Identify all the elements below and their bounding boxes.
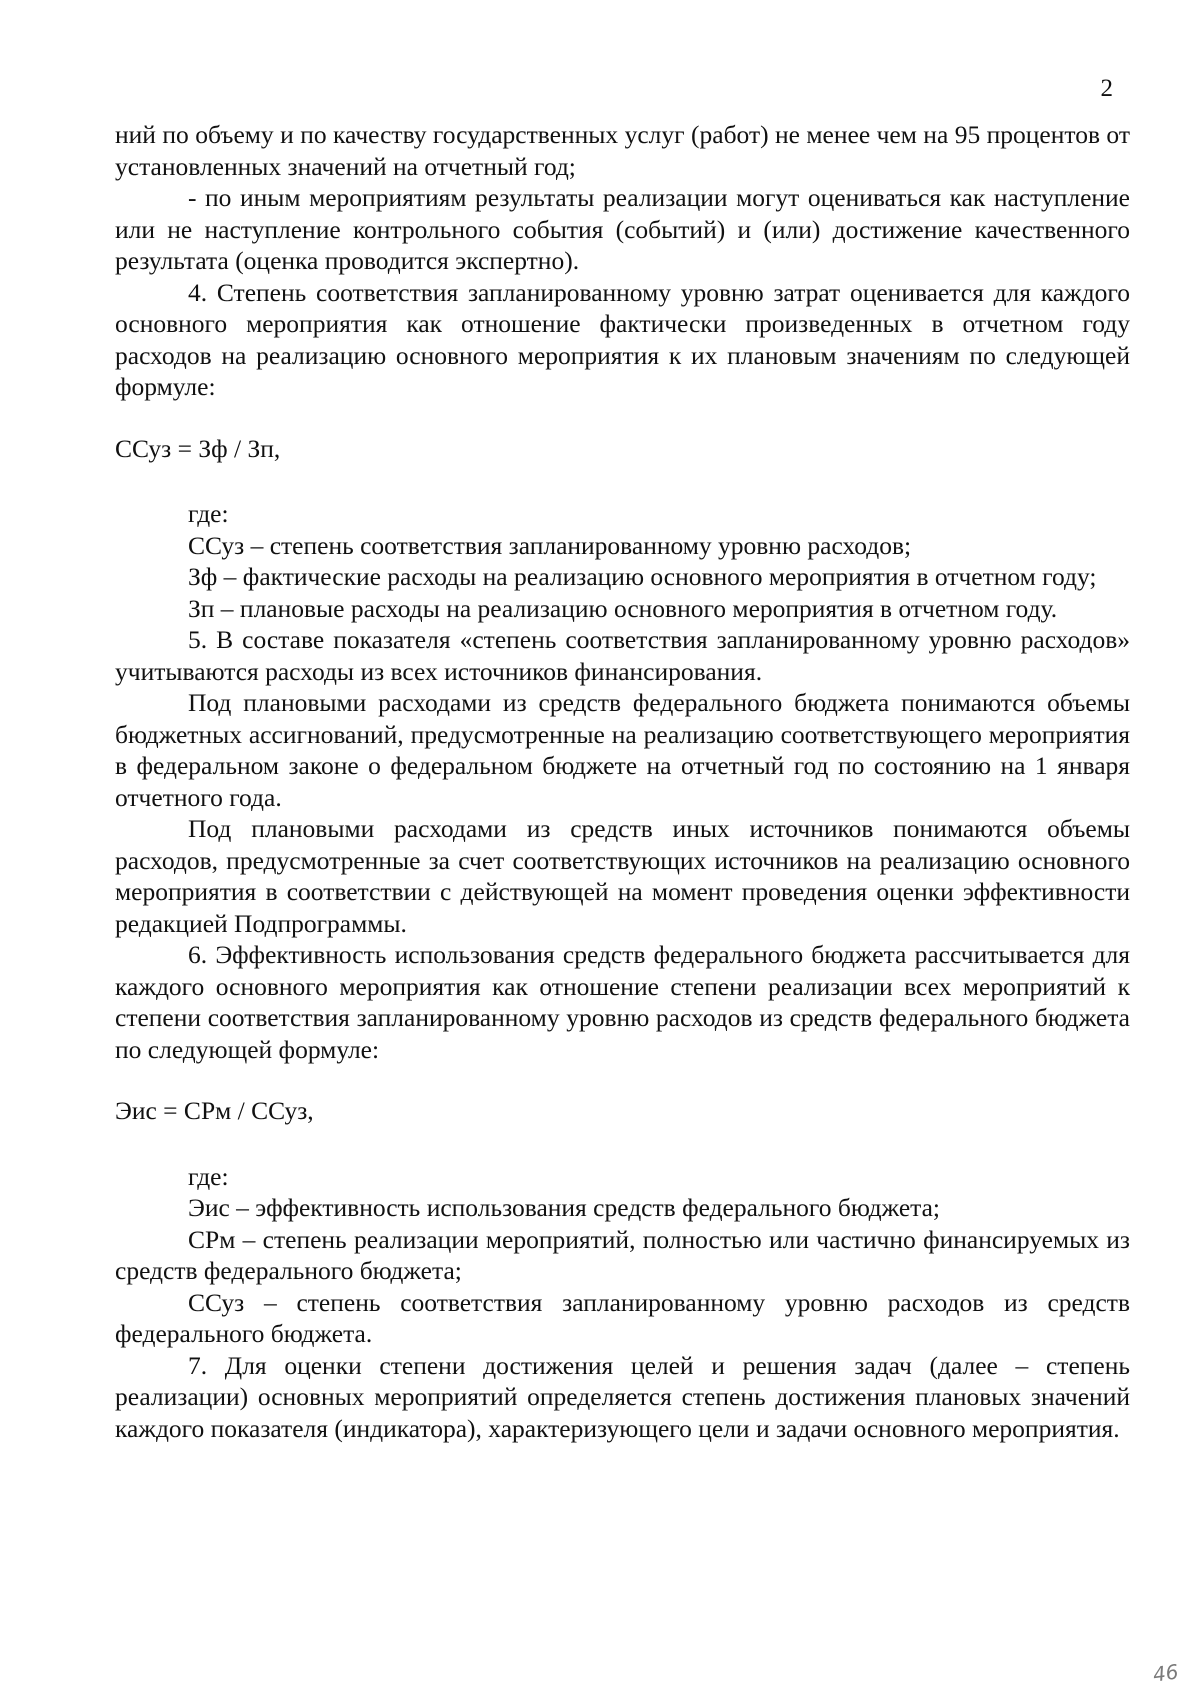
where-label-1: где: [188, 499, 229, 528]
definition-srm: СРм – степень реализации мероприятий, полностью или частично финансируемых из средств федерального бюджета; [115, 1224, 1130, 1285]
definition-zp: Зп – плановые расходы на реализацию основного мероприятия в отчетном году. [188, 593, 1058, 623]
paragraph-item-6: 6. Эффективность использования средств федерального бюджета рассчитывается для каждого основного мероприятия как отношение степени реализации всех мероприятий к степени соответствия запланированному уровню расходов из средств федерального бюджета по следующей формуле: [115, 940, 1130, 1064]
paragraph-other-measures: - по иным мероприятиям результаты реализации могут оцениваться как наступление или не наступление контрольного события (событий) и (или) достижение качественного результата (оценка проводится экспертно). [115, 183, 1130, 275]
paragraph-continuation: ний по объему и по качеству государственных услуг (работ) не менее чем на 95 процентов от установленных значений на отчетный год; [115, 120, 1130, 181]
paragraph-other-sources: Под плановыми расходами из средств иных источников понимаются объемы расходов, предусмотренные за счет соответствующих источников на реализацию основного мероприятия в соответствии с действующей на момент проведения оценки эффективности редакцией Подпрограммы. [115, 814, 1130, 938]
definition-ssuz-federal: ССуз – степень соответствия запланированному уровню расходов из средств федерального бюджета. [115, 1287, 1130, 1348]
paragraph-item-4: 4. Степень соответствия запланированному уровню затрат оценивается для каждого основного мероприятия как отношение фактически произведенных в отчетном году расходов на реализацию основного мероприятия к их плановым значениям по следующей формуле: [115, 277, 1130, 401]
definition-ssuz: ССуз – степень соответствия запланированному уровню расходов; [188, 530, 912, 560]
formula-ssuz [115, 433, 1130, 465]
formula-eis-text: Эис = СРм / ССуз, [115, 1096, 314, 1125]
paragraph-item-5: 5. В составе показателя «степень соответствия запланированному уровню расходов» учитываются расходы из всех источников финансирования. [115, 625, 1130, 686]
paragraph-item-7: 7. Для оценки степени достижения целей и решения задач (далее – степень реализации) основных мероприятий определяется степень достижения плановых значений каждого показателя (индикатора), характеризующего цели и задачи основного мероприятия. [115, 1350, 1130, 1443]
formula-ssuz-text: ССуз = Зф / Зп, [115, 433, 281, 463]
formula-eis [115, 1095, 1130, 1127]
document-body [115, 119, 1130, 1444]
handwritten-corner-mark: 46 [1150, 1658, 1180, 1687]
page-number: 2 [1100, 75, 1113, 102]
where-label-2: где: [188, 1161, 229, 1191]
definition-eis: Эис – эффективность использования средств федерального бюджета; [188, 1193, 941, 1222]
definition-zf: Зф – фактические расходы на реализацию основного мероприятия в отчетном году; [188, 562, 1097, 591]
paragraph-federal-planned: Под плановыми расходами из средств федерального бюджета понимаются объемы бюджетных ассигнований, предусмотренные на реализацию соответствующего мероприятия в федеральном законе о федеральном бюджете на отчетный год по состоянию на 1 января отчетного года. [115, 688, 1130, 812]
